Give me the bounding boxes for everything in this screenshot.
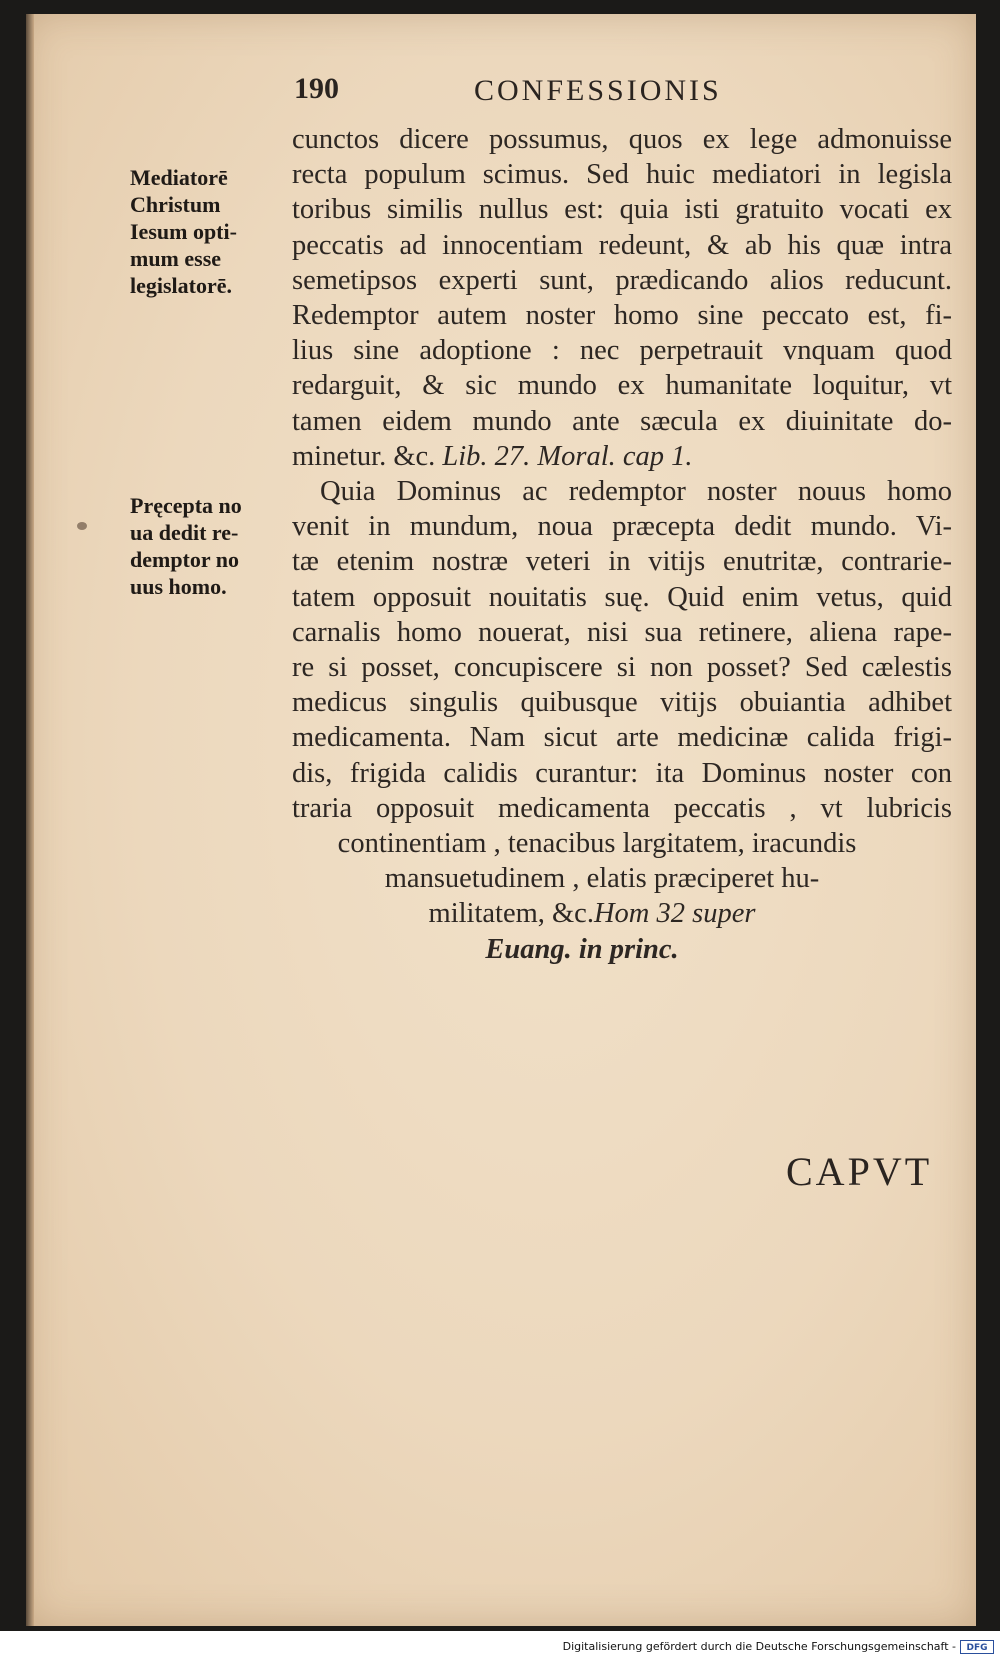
- margin-note-line: Pręcepta no: [130, 493, 242, 518]
- text-line-with-reference: [292, 439, 952, 474]
- page-header: [294, 72, 794, 112]
- page-edge: [26, 14, 34, 1626]
- text-line: medicus singulis quibusque vitijs obuiantia adhibet: [292, 687, 952, 719]
- text-line: semetipsos experti sunt, prædicando alios reducunt.: [292, 264, 952, 296]
- funding-credit: Digitalisierung gefördert durch die Deutsche Forschungsgemeinschaft -: [562, 1640, 956, 1653]
- catchword: CAPVT: [786, 1149, 933, 1194]
- margin-note-line: demptor no: [130, 547, 239, 572]
- margin-note-precepta: [130, 492, 280, 600]
- text-line: mansuetudinem , elatis præciperet hu-: [384, 863, 820, 895]
- running-head: CONFESSIONIS: [474, 74, 722, 107]
- text-line: venit in mundum, noua præcepta dedit mundo. Vi-: [292, 511, 952, 543]
- citation-reference: Lib. 27. Moral. cap 1.: [442, 440, 693, 472]
- citation-reference: Hom 32 super: [593, 898, 756, 930]
- text-line: peccatis ad innocentiam redeunt, & ab his quæ intra: [292, 229, 952, 261]
- text-line: recta populum scimus. Sed huic mediatori in legisla: [292, 159, 952, 191]
- text-line: cunctos dicere possumus, quos ex lege admonuisse: [292, 124, 952, 155]
- text-line: traria opposuit medicamenta peccatis , vt lubricis: [292, 792, 952, 824]
- text-line: toribus similis nullus est: quia isti gratuito vocati ex: [292, 194, 952, 226]
- text-line: redarguit, & sic mundo ex humanitate loquitur, vt: [292, 370, 952, 402]
- margin-note-line: ua dedit re-: [130, 520, 239, 545]
- ink-spot: [77, 522, 87, 530]
- text-line: continentiam , tenacibus largitatem, iracundis: [337, 828, 857, 860]
- footer-bar: [0, 1631, 1000, 1661]
- main-text: [292, 122, 952, 967]
- text-line-with-reference: [292, 896, 952, 931]
- text-line: tamen eidem mundo ante sæcula ex diuinitate do-: [292, 405, 952, 437]
- text-line: tæ etenim nostræ veteri in vitijs enutritæ, contrarie-: [292, 546, 952, 578]
- text-line: re si posset, concupiscere si non posset? Sed cælestis: [292, 652, 952, 684]
- text-line: Quia Dominus ac redemptor noster nouus homo: [320, 476, 952, 508]
- text-line: lius sine adoptione : nec perpetrauit vnquam quod: [292, 335, 952, 367]
- text-line: dis, frigida calidis curantur: ita Dominus noster con: [292, 757, 952, 789]
- page-number: 190: [294, 72, 339, 105]
- text-line: militatem, &c.: [428, 898, 594, 930]
- dfg-logo: DFG: [960, 1640, 994, 1654]
- book-page: [26, 14, 976, 1626]
- margin-note-line: uus homo.: [130, 574, 227, 599]
- margin-note-line: mum esse: [130, 246, 222, 271]
- margin-note-line: legislatorē.: [130, 273, 233, 298]
- margin-note-line: Iesum opti-: [130, 219, 237, 244]
- margin-note-line: Mediatorē: [130, 165, 228, 190]
- text-line: Redemptor autem noster homo sine peccato est, fi-: [292, 300, 952, 332]
- text-line: tatem opposuit nouitatis suę. Quid enim vetus, quid: [292, 581, 952, 613]
- text-line: minetur. &c.: [292, 440, 436, 472]
- text-line: medicamenta. Nam sicut arte medicinæ calida frigi-: [292, 722, 952, 754]
- margin-note-mediator: [130, 164, 280, 299]
- text-line: carnalis homo nouerat, nisi sua retinere, aliena rape-: [292, 616, 952, 648]
- margin-note-line: Christum: [130, 192, 221, 217]
- citation-reference: Euang. in princ.: [485, 933, 679, 965]
